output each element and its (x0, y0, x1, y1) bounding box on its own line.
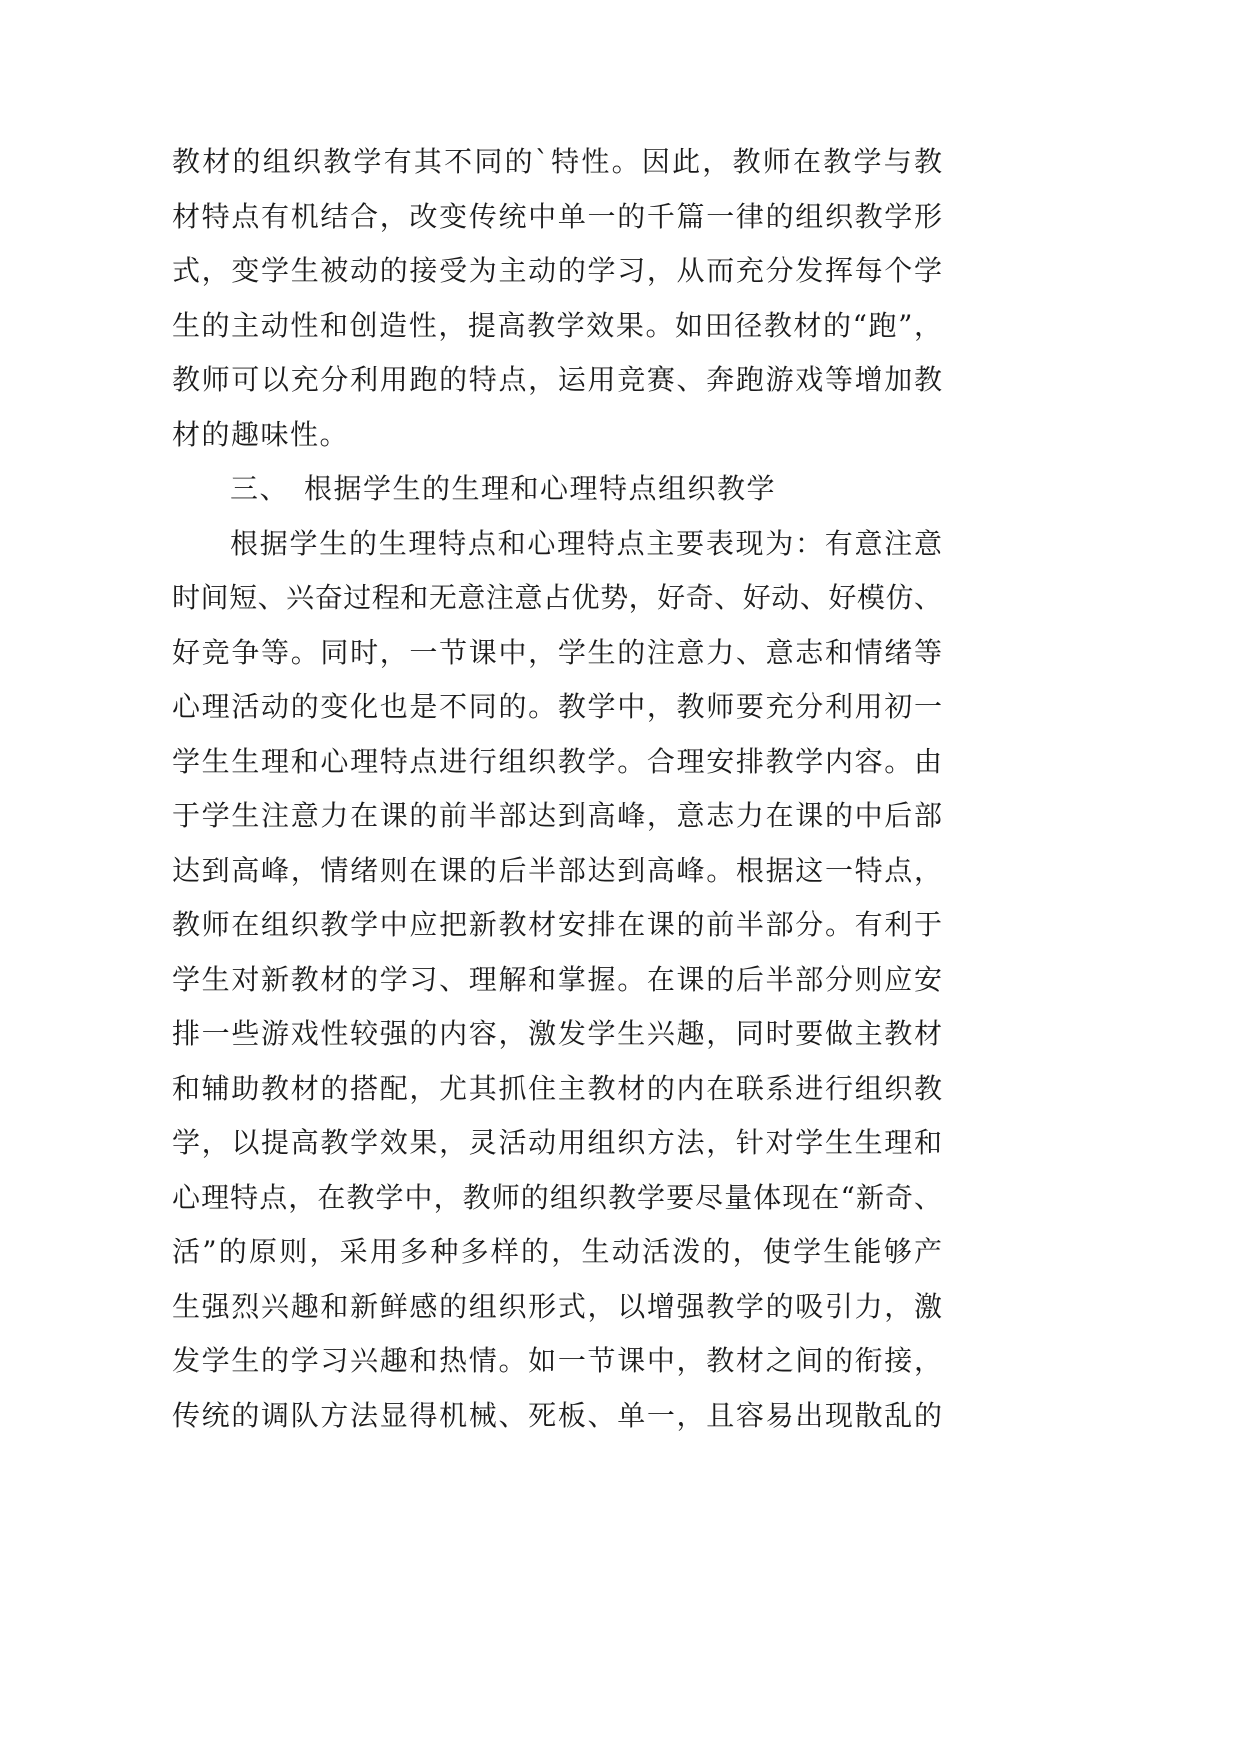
text-line: 学生生理和心理特点进行组织教学。合理安排教学内容。由 (172, 744, 942, 778)
text-line: 心理活动的变化也是不同的。教学中，教师要充分利用初一 (172, 690, 942, 723)
text-line: 教师可以充分利用跑的特点，运用竞赛、奔跑游戏等增加教 (172, 363, 942, 396)
text-line: 发学生的学习兴趣和热情。如一节课中，教材之间的衔接， (172, 1344, 942, 1377)
text-line: 和辅助教材的搭配，尤其抓住主教材的内在联系进行组织教 (172, 1071, 942, 1105)
text-line: 教材的组织教学有其不同的`特性。因此，教师在教学与教 (172, 145, 942, 178)
text-line: 材特点有机结合，改变传统中单一的千篇一律的组织教学形 (172, 199, 942, 233)
text-line: 生的主动性和创造性，提高教学效果。如田径教材的“跑”， (172, 308, 942, 342)
text-line: 式，变学生被动的接受为主动的学习，从而充分发挥每个学 (172, 254, 942, 287)
text-line: 于学生注意力在课的前半部达到高峰，意志力在课的中后部 (172, 799, 942, 832)
text-line: 学生对新教材的学习、理解和掌握。在课的后半部分则应安 (172, 962, 942, 996)
text-line: 学，以提高教学效果，灵活动用组织方法，针对学生生理和 (172, 1126, 942, 1159)
paragraph-1 (172, 135, 942, 462)
text-line: 达到高峰，情绪则在课的后半部达到高峰。根据这一特点， (172, 853, 942, 887)
text-line: 材的趣味性。 (172, 417, 350, 451)
text-line: 生强烈兴趣和新鲜感的组织形式，以增强教学的吸引力，激 (172, 1289, 942, 1323)
document-body (172, 135, 942, 1443)
paragraph-2 (172, 517, 942, 1444)
section-heading (172, 462, 942, 517)
text-line: 时间短、兴奋过程和无意注意占优势，好奇、好动、好模仿、 (172, 581, 942, 614)
text-line: 根据学生的生理特点和心理特点主要表现为：有意注意 (230, 526, 942, 560)
text-line: 排一些游戏性较强的内容，激发学生兴趣，同时要做主教材 (172, 1017, 942, 1050)
text-line: 好竞争等。同时，一节课中，学生的注意力、意志和情绪等 (172, 635, 942, 669)
text-line: 心理特点，在教学中，教师的组织教学要尽量体现在“新奇、 (172, 1180, 942, 1214)
text-line: 教师在组织教学中应把新教材安排在课的前半部分。有利于 (172, 908, 942, 941)
text-line: 传统的调队方法显得机械、死板、单一，且容易出现散乱的 (172, 1398, 942, 1432)
section-number: 三、 (230, 472, 290, 505)
section-title: 根据学生的生理和心理特点组织教学 (304, 472, 777, 505)
text-line: 活”的原则，采用多种多样的，生动活泼的，使学生能够产 (172, 1235, 942, 1268)
